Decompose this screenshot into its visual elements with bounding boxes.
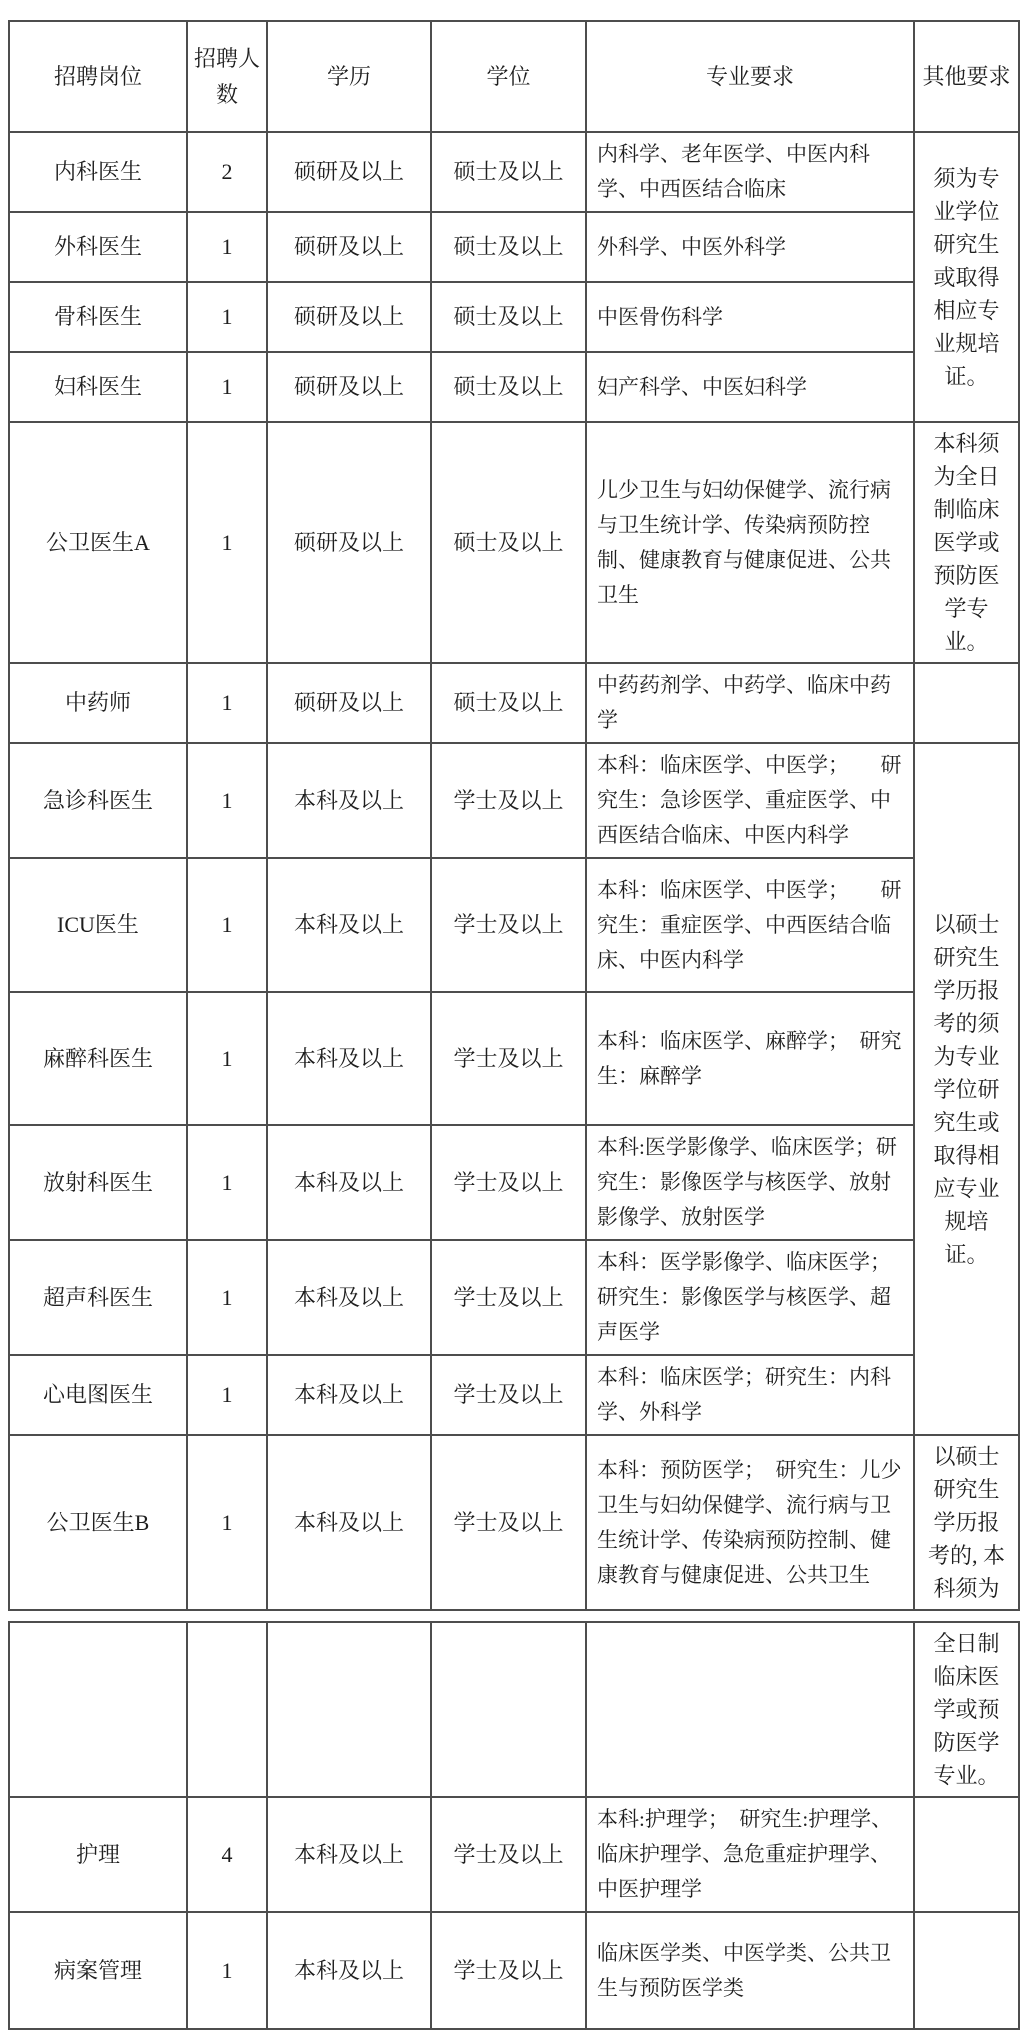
cell-count: 1: [187, 1355, 267, 1435]
cell-position: ICU医生: [9, 858, 187, 992]
header-position: 招聘岗位: [9, 21, 187, 132]
cell-major: 中医骨伤科学: [586, 282, 914, 352]
header-education: 学历: [267, 21, 431, 132]
cell-position: 外科医生: [9, 212, 187, 282]
page-break-gap: [8, 1611, 1020, 1621]
cell-count: 1: [187, 743, 267, 858]
cell-position: [9, 1622, 187, 1797]
table-row: [9, 992, 1019, 1125]
cell-other-requirements: [914, 1797, 1019, 1912]
cell-major: 本科：临床医学、麻醉学； 研究生：麻醉学: [586, 992, 914, 1125]
table-row: [9, 1912, 1019, 2029]
cell-degree: 学士及以上: [431, 1240, 586, 1355]
cell-count: 1: [187, 1240, 267, 1355]
cell-count: 1: [187, 858, 267, 992]
cell-major: 本科:医学影像学、临床医学；研究生：影像医学与核医学、放射影像学、放射医学: [586, 1125, 914, 1240]
cell-other-requirements: 以硕士研究生学历报考的, 本科须为: [914, 1435, 1019, 1610]
cell-degree: 硕士及以上: [431, 663, 586, 743]
cell-position: 护理: [9, 1797, 187, 1912]
cell-education: 硕研及以上: [267, 422, 431, 663]
table-row: [9, 212, 1019, 282]
cell-major: 外科学、中医外科学: [586, 212, 914, 282]
header-count: 招聘人数: [187, 21, 267, 132]
cell-education: 本科及以上: [267, 1912, 431, 2029]
cell-education: 硕研及以上: [267, 212, 431, 282]
cell-degree: 学士及以上: [431, 1912, 586, 2029]
cell-major: 本科：临床医学、中医学； 研究生：重症医学、中西医结合临床、中医内科学: [586, 858, 914, 992]
cell-position: 麻醉科医生: [9, 992, 187, 1125]
cell-position: 内科医生: [9, 132, 187, 212]
cell-education: 本科及以上: [267, 992, 431, 1125]
cell-major: 内科学、老年医学、中医内科学、中西医结合临床: [586, 132, 914, 212]
cell-position: 公卫医生B: [9, 1435, 187, 1610]
recruitment-table-part-1: [8, 20, 1020, 1611]
table-row: [9, 1797, 1019, 1912]
cell-education: 本科及以上: [267, 1125, 431, 1240]
cell-other-requirements: [914, 663, 1019, 743]
cell-degree: 学士及以上: [431, 1435, 586, 1610]
cell-position: 超声科医生: [9, 1240, 187, 1355]
cell-degree: 学士及以上: [431, 1125, 586, 1240]
cell-major: 中药药剂学、中药学、临床中药学: [586, 663, 914, 743]
cell-count: 1: [187, 992, 267, 1125]
table-row: [9, 663, 1019, 743]
cell-education: 硕研及以上: [267, 282, 431, 352]
cell-position: 急诊科医生: [9, 743, 187, 858]
cell-degree: 硕士及以上: [431, 282, 586, 352]
cell-count: 1: [187, 1912, 267, 2029]
cell-count: [187, 1622, 267, 1797]
cell-count: 2: [187, 132, 267, 212]
cell-position: 骨科医生: [9, 282, 187, 352]
cell-education: 硕研及以上: [267, 663, 431, 743]
cell-count: 1: [187, 422, 267, 663]
cell-education: 硕研及以上: [267, 132, 431, 212]
cell-other-requirements: 本科须为全日制临床医学或预防医学专业。: [914, 422, 1019, 663]
cell-count: 1: [187, 1435, 267, 1610]
header-row: [9, 21, 1019, 132]
table-row: [9, 282, 1019, 352]
cell-count: 1: [187, 352, 267, 422]
cell-position: 心电图医生: [9, 1355, 187, 1435]
cell-other-requirements: [914, 1912, 1019, 2029]
table-row: [9, 1435, 1019, 1610]
cell-position: 中药师: [9, 663, 187, 743]
cell-position: 病案管理: [9, 1912, 187, 2029]
cell-education: 硕研及以上: [267, 352, 431, 422]
cell-major: 本科：临床医学；研究生：内科学、外科学: [586, 1355, 914, 1435]
cell-degree: [431, 1622, 586, 1797]
cell-position: 放射科医生: [9, 1125, 187, 1240]
cell-degree: 学士及以上: [431, 858, 586, 992]
header-major-requirements: 专业要求: [586, 21, 914, 132]
table-row: [9, 352, 1019, 422]
table-row: [9, 1240, 1019, 1355]
cell-degree: 学士及以上: [431, 1355, 586, 1435]
cell-degree: 学士及以上: [431, 743, 586, 858]
cell-education: 本科及以上: [267, 743, 431, 858]
table-row: [9, 1125, 1019, 1240]
cell-major: 本科:护理学； 研究生:护理学、临床护理学、急危重症护理学、中医护理学: [586, 1797, 914, 1912]
cell-degree: 学士及以上: [431, 992, 586, 1125]
table-row: [9, 743, 1019, 858]
cell-degree: 硕士及以上: [431, 212, 586, 282]
header-other-requirements: 其他要求: [914, 21, 1019, 132]
cell-education: 本科及以上: [267, 1355, 431, 1435]
cell-major: [586, 1622, 914, 1797]
cell-education: 本科及以上: [267, 858, 431, 992]
cell-major: 儿少卫生与妇幼保健学、流行病与卫生统计学、传染病预防控制、健康教育与健康促进、公共卫生: [586, 422, 914, 663]
table-row: [9, 1622, 1019, 1797]
cell-other-requirements: 全日制临床医学或预防医学专业。: [914, 1622, 1019, 1797]
cell-other-requirements: 须为专业学位研究生或取得相应专业规培证。: [914, 132, 1019, 422]
cell-count: 1: [187, 663, 267, 743]
recruitment-table-part-2: [8, 1621, 1020, 2030]
cell-degree: 硕士及以上: [431, 352, 586, 422]
cell-major: 临床医学类、中医学类、公共卫生与预防医学类: [586, 1912, 914, 2029]
cell-major: 本科：预防医学； 研究生：儿少卫生与妇幼保健学、流行病与卫生统计学、传染病预防控制、健康教育与健康促进、公共卫生: [586, 1435, 914, 1610]
cell-education: 本科及以上: [267, 1240, 431, 1355]
cell-count: 1: [187, 212, 267, 282]
table-row: [9, 422, 1019, 663]
cell-degree: 硕士及以上: [431, 132, 586, 212]
cell-degree: 学士及以上: [431, 1797, 586, 1912]
cell-other-requirements: 以硕士研究生学历报考的须为专业学位研究生或取得相应专业规培证。: [914, 743, 1019, 1435]
cell-education: [267, 1622, 431, 1797]
header-degree: 学位: [431, 21, 586, 132]
table-row: [9, 1355, 1019, 1435]
cell-major: 本科：临床医学、中医学； 研究生：急诊医学、重症医学、中西医结合临床、中医内科学: [586, 743, 914, 858]
cell-major: 妇产科学、中医妇科学: [586, 352, 914, 422]
cell-count: 1: [187, 282, 267, 352]
table-row: [9, 858, 1019, 992]
cell-position: 公卫医生A: [9, 422, 187, 663]
cell-education: 本科及以上: [267, 1435, 431, 1610]
cell-major: 本科：医学影像学、临床医学；研究生：影像医学与核医学、超声医学: [586, 1240, 914, 1355]
cell-education: 本科及以上: [267, 1797, 431, 1912]
cell-count: 4: [187, 1797, 267, 1912]
table-row: [9, 132, 1019, 212]
cell-position: 妇科医生: [9, 352, 187, 422]
cell-degree: 硕士及以上: [431, 422, 586, 663]
cell-count: 1: [187, 1125, 267, 1240]
